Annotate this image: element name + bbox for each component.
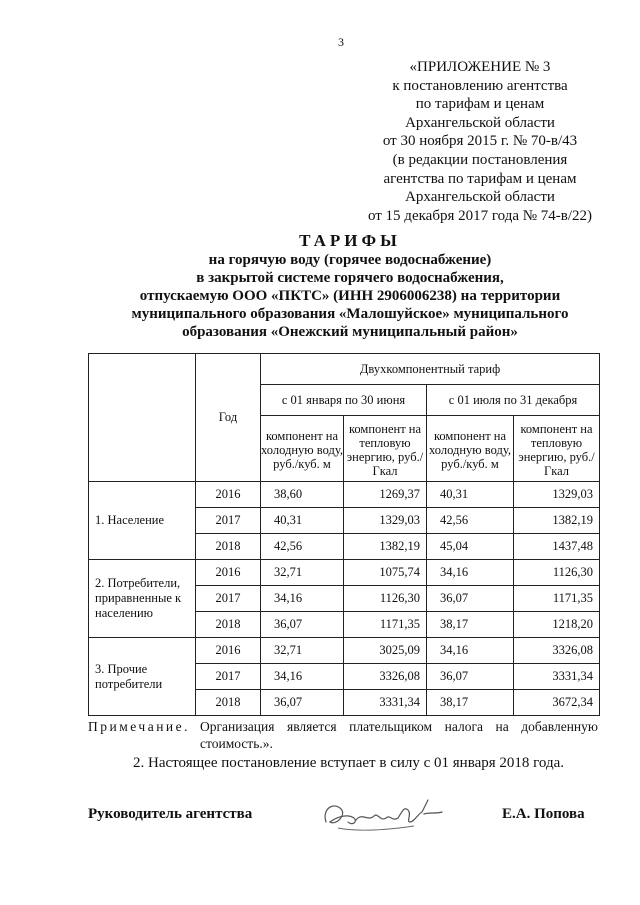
component-water-header: компонент на холодную воду, руб./куб. м (261, 416, 344, 482)
value-cell: 1126,30 (514, 560, 600, 586)
appendix-header (330, 58, 630, 225)
note-label: Примечание. (88, 719, 191, 734)
value-cell: 1075,74 (344, 560, 427, 586)
year-cell: 2016 (196, 560, 261, 586)
tariff-table (88, 353, 600, 716)
title-main: ТАРИФЫ (299, 231, 401, 250)
value-cell: 3331,34 (514, 664, 600, 690)
title-line: муниципального образования «Малошуйское» муниципального (131, 306, 569, 322)
value-cell: 34,16 (427, 560, 514, 586)
appendix-line: Архангельской области (405, 189, 555, 206)
table-row (89, 482, 600, 508)
signer-title: Руководитель агентства (88, 806, 253, 822)
value-cell: 36,07 (261, 690, 344, 716)
value-cell: 1126,30 (344, 586, 427, 612)
year-cell: 2016 (196, 638, 261, 664)
value-cell: 3331,34 (344, 690, 427, 716)
value-cell: 42,56 (261, 534, 344, 560)
category-header-cell (89, 354, 196, 482)
value-cell: 45,04 (427, 534, 514, 560)
value-cell: 34,16 (261, 664, 344, 690)
category-cell: 1. Население (89, 482, 196, 560)
table-row (89, 638, 600, 664)
note-text-continued: стоимость.». (200, 736, 273, 751)
page-number: 3 (338, 35, 344, 49)
value-cell: 34,16 (427, 638, 514, 664)
appendix-line: (в редакции постановления (392, 151, 568, 168)
year-cell: 2017 (196, 586, 261, 612)
value-cell: 42,56 (427, 508, 514, 534)
value-cell: 40,31 (427, 482, 514, 508)
year-cell: 2018 (196, 612, 261, 638)
period-header: с 01 января по 30 июня (261, 385, 427, 416)
value-cell: 3025,09 (344, 638, 427, 664)
value-cell: 1382,19 (514, 508, 600, 534)
value-cell: 34,16 (261, 586, 344, 612)
year-cell: 2017 (196, 508, 261, 534)
value-cell: 36,07 (427, 586, 514, 612)
category-cell: 2. Потребители, приравненные к населению (89, 560, 196, 638)
title-line: в закрытой системе горячего водоснабжения, (196, 270, 504, 286)
value-cell: 1437,48 (514, 534, 600, 560)
value-cell: 1382,19 (344, 534, 427, 560)
appendix-line: агентства по тарифам и ценам (383, 170, 577, 187)
note-text: Организация является плательщиком налога на добавленную (200, 719, 598, 734)
effective-date-text: 2. Настоящее постановление вступает в силу с 01 января 2018 года. (133, 755, 565, 771)
tariff-header: Двухкомпонентный тариф (261, 354, 600, 385)
year-cell: 2017 (196, 664, 261, 690)
period-header: с 01 июля по 31 декабря (427, 385, 600, 416)
value-cell: 38,17 (427, 690, 514, 716)
value-cell: 32,71 (261, 560, 344, 586)
value-cell: 38,17 (427, 612, 514, 638)
year-header: Год (196, 354, 261, 482)
value-cell: 32,71 (261, 638, 344, 664)
value-cell: 1171,35 (514, 586, 600, 612)
value-cell: 3326,08 (344, 664, 427, 690)
component-heat-header: компонент на тепловую энергию, руб./Гкал (514, 416, 600, 482)
value-cell: 38,60 (261, 482, 344, 508)
appendix-line: по тарифам и ценам (415, 96, 545, 113)
category-cell: 3. Прочие потребители (89, 638, 196, 716)
year-cell: 2018 (196, 534, 261, 560)
year-cell: 2018 (196, 690, 261, 716)
appendix-line: от 15 декабря 2017 года № 74-в/22) (367, 207, 593, 224)
value-cell: 40,31 (261, 508, 344, 534)
value-cell: 1171,35 (344, 612, 427, 638)
value-cell: 3672,34 (514, 690, 600, 716)
appendix-line: «ПРИЛОЖЕНИЕ № 3 (409, 59, 551, 75)
title-line: на горячую воду (горячее водоснабжение) (208, 252, 492, 268)
document-title (60, 232, 640, 341)
appendix-line: от 30 ноября 2015 г. № 70-в/43 (382, 133, 578, 150)
note-block (88, 718, 598, 752)
component-water-header: компонент на холодную воду, руб./куб. м (427, 416, 514, 482)
signer-name: Е.А. Попова (502, 806, 585, 822)
value-cell: 36,07 (427, 664, 514, 690)
value-cell: 1218,20 (514, 612, 600, 638)
value-cell: 36,07 (261, 612, 344, 638)
appendix-line: к постановлению агентства (392, 77, 568, 94)
year-cell: 2016 (196, 482, 261, 508)
value-cell: 1269,37 (344, 482, 427, 508)
value-cell: 1329,03 (344, 508, 427, 534)
value-cell: 1329,03 (514, 482, 600, 508)
table-row (89, 560, 600, 586)
component-heat-header: компонент на тепловую энергию, руб./Гкал (344, 416, 427, 482)
title-line: отпускаемую ООО «ПКТС» (ИНН 2906006238) на территории (139, 288, 561, 304)
appendix-line: Архангельской области (405, 114, 555, 131)
title-line: образования «Онежский муниципальный район» (182, 324, 518, 340)
value-cell: 3326,08 (514, 638, 600, 664)
signature-image (318, 792, 448, 838)
